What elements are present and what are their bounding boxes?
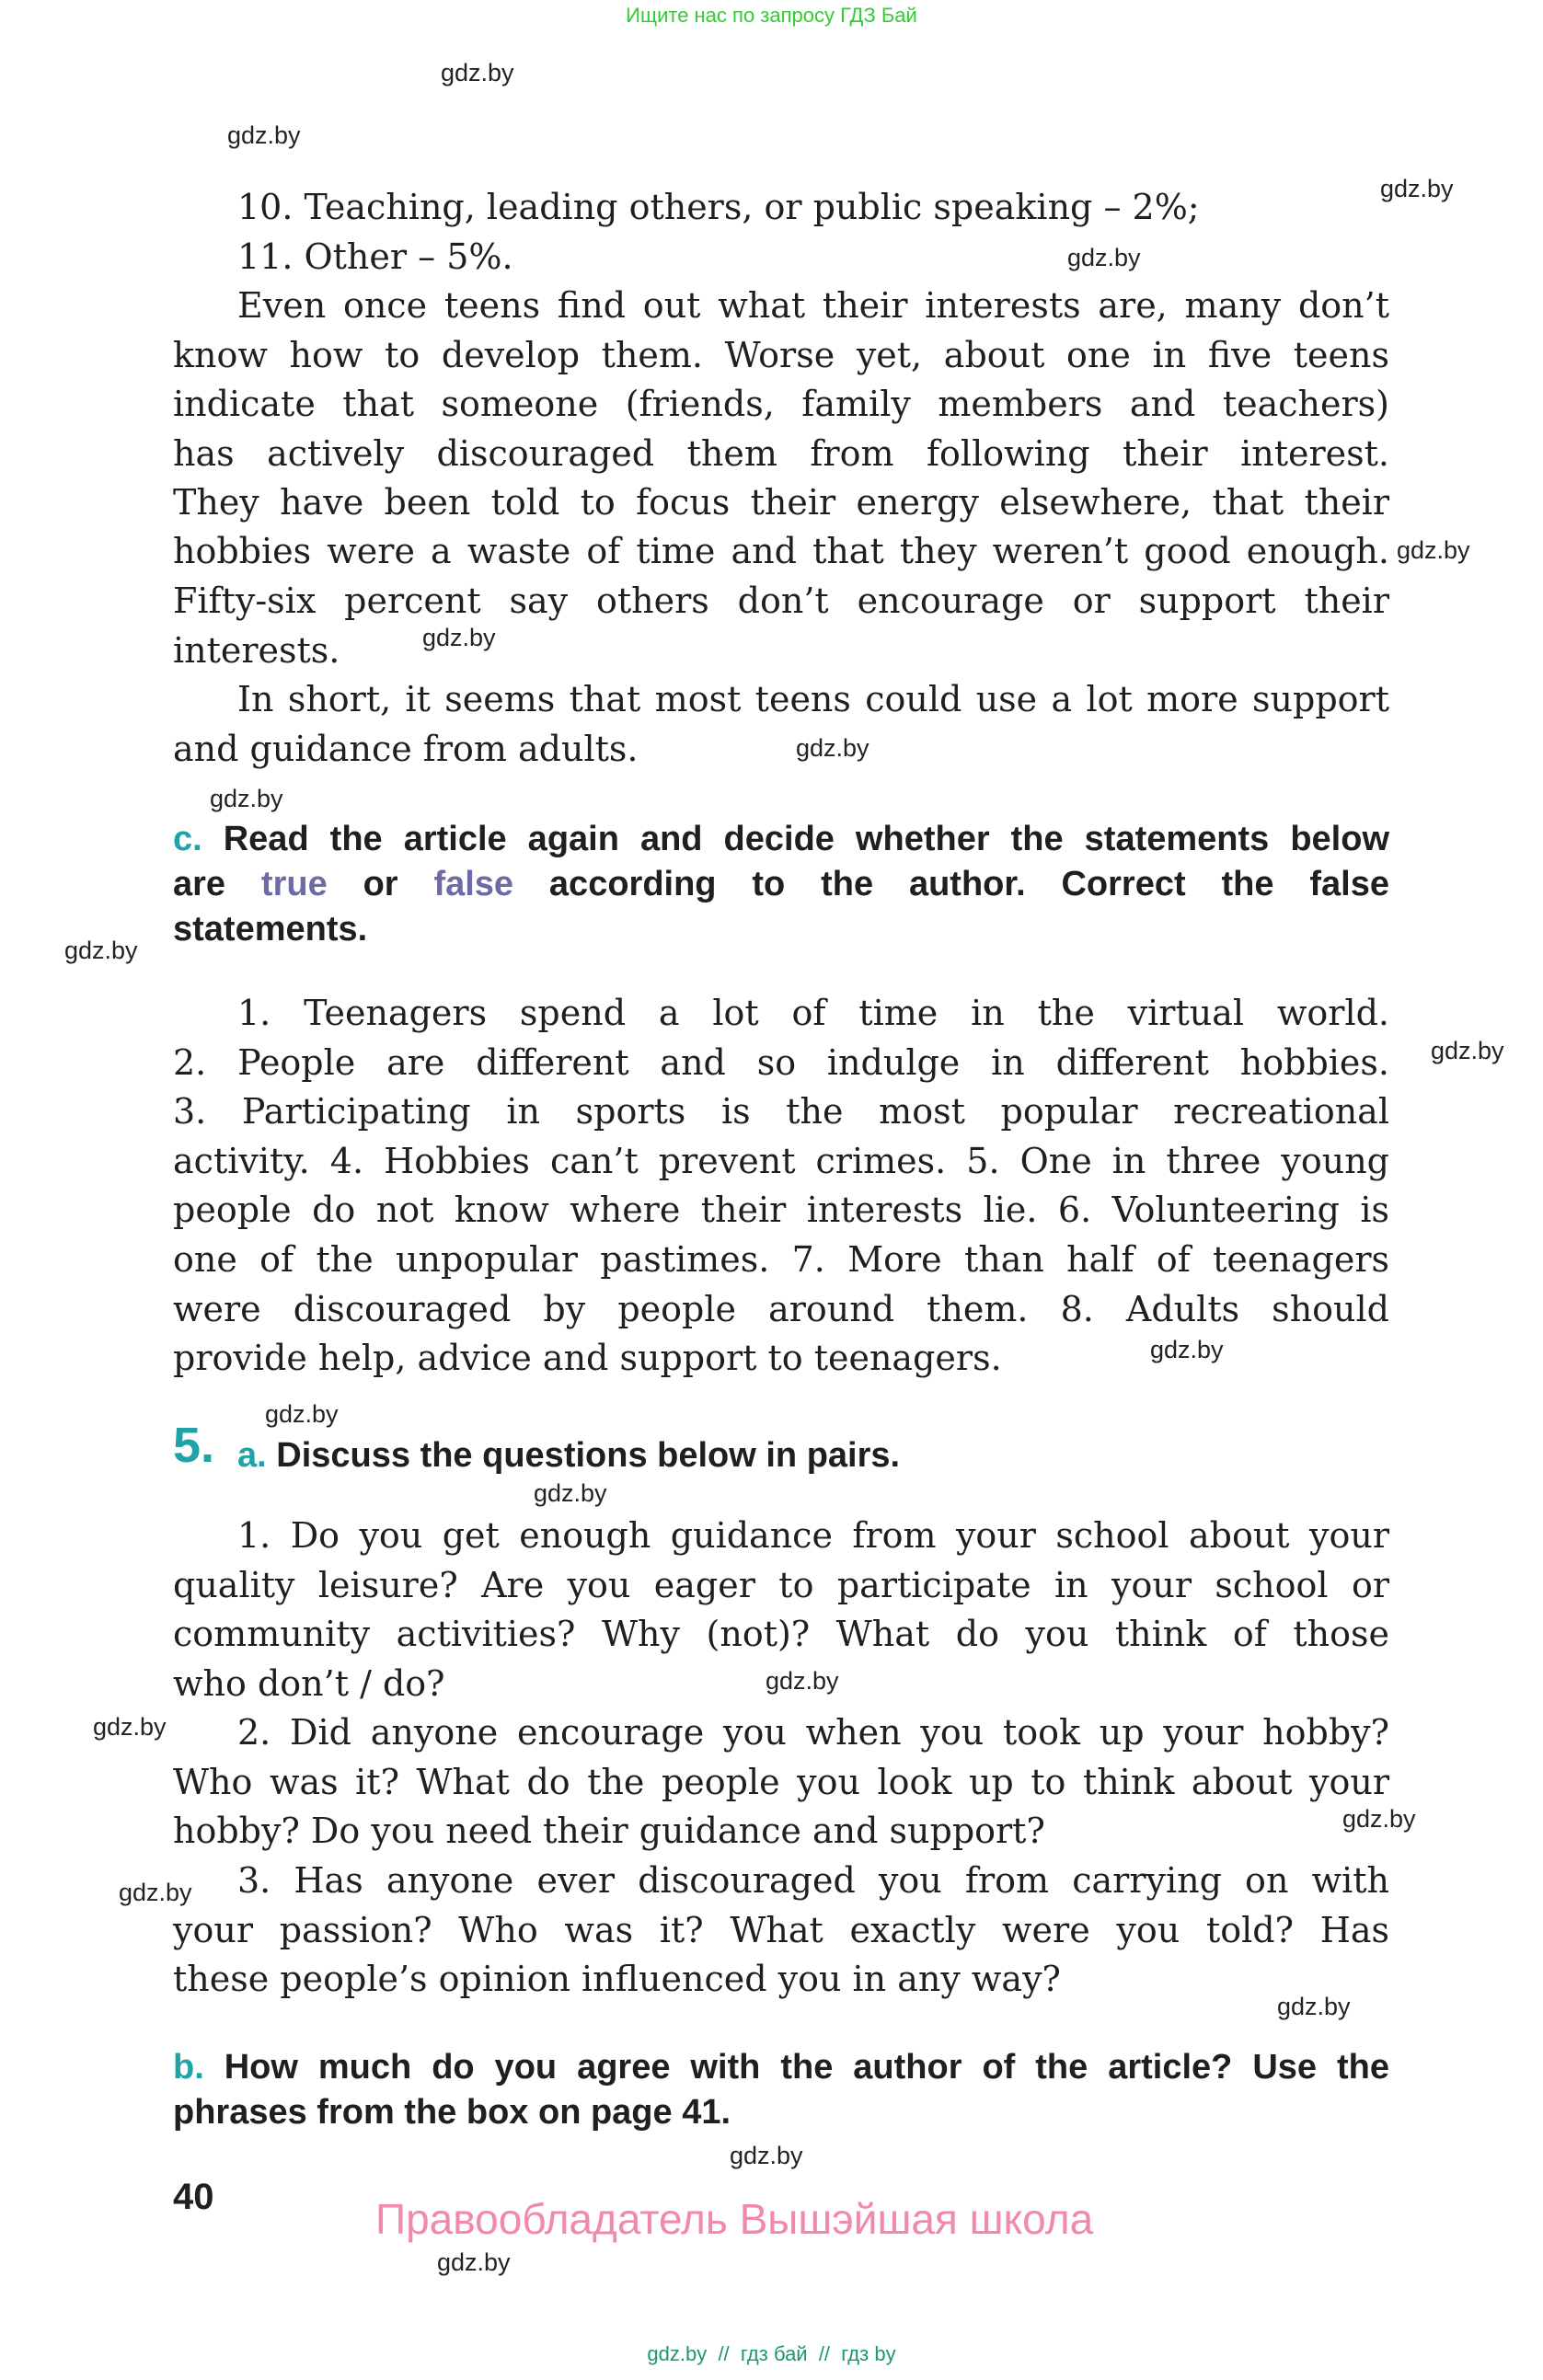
task-c-word: are xyxy=(173,865,226,903)
watermark: gdz.by xyxy=(1431,1037,1504,1064)
watermark: gdz.by xyxy=(766,1667,839,1695)
watermark: gdz.by xyxy=(422,624,496,651)
watermark: gdz.by xyxy=(1380,175,1454,202)
list-item-10: 10. Teaching, leading others, or public speaking – 2%; xyxy=(237,187,1200,227)
article-line: Fifty-six percent say others don’t encourage or support their xyxy=(173,581,1389,621)
statement-line: provide help, advice and support to teenagers. xyxy=(173,1338,1002,1378)
exercise-number: 5. xyxy=(173,1418,215,1473)
article-line: indicate that someone (friends, family members and teachers) xyxy=(173,384,1389,424)
copyright-notice: Правообладатель Вышэйшая школа xyxy=(375,2195,1094,2243)
statement-line: activity. 4. Hobbies can’t prevent crimes. 5. One in three young xyxy=(173,1141,1389,1181)
article-line: know how to develop them. Worse yet, about one in five teens xyxy=(173,335,1389,375)
question-line: who don’t / do? xyxy=(173,1663,445,1704)
question-line: quality leisure? Are you eager to participate in your school or xyxy=(173,1565,1389,1605)
article-line: Even once teens find out what their interests are, many don’t xyxy=(237,285,1389,326)
question-line: 1. Do you get enough guidance from your school about your xyxy=(237,1515,1389,1556)
watermark: gdz.by xyxy=(796,734,869,762)
statement-line: were discouraged by people around them. 8. Adults should xyxy=(173,1289,1389,1329)
statement-line: 3. Participating in sports is the most popular recreational xyxy=(173,1091,1389,1132)
watermark: gdz.by xyxy=(1277,1993,1351,2020)
question-line: hobby? Do you need their guidance and support? xyxy=(173,1811,1045,1851)
article-line: and guidance from adults. xyxy=(173,729,639,769)
question-line: 3. Has anyone ever discouraged you from carrying on with xyxy=(237,1860,1389,1901)
task-c-line: statements. xyxy=(173,910,368,949)
article-line: interests. xyxy=(173,630,340,671)
question-line: Who was it? What do the people you look up to think about your xyxy=(173,1762,1389,1802)
exercise-5b-line xyxy=(173,2045,1389,2090)
question-line: 2. Did anyone encourage you when you took up your hobby? xyxy=(237,1712,1389,1753)
question-line: your passion? Who was it? What exactly were you told? Has xyxy=(173,1910,1389,1950)
watermark: gdz.by xyxy=(64,937,138,964)
exercise-5b-instruction xyxy=(173,2045,1389,2135)
watermark: gdz.by xyxy=(119,1879,192,1906)
task-c-line xyxy=(173,862,1389,907)
task-c-word: or xyxy=(363,865,398,903)
task-c-letter: c. xyxy=(173,820,202,858)
article-line: has actively discouraged them from following their interest. xyxy=(173,433,1389,474)
question-line: these people’s opinion influenced you in any way? xyxy=(173,1959,1061,1999)
statement-line: 2. People are different and so indulge in different hobbies. xyxy=(173,1042,1389,1083)
footer-links[interactable]: gdz.by // гдз бай // гдз by xyxy=(647,2342,896,2365)
article-line: hobbies were a waste of time and that they weren’t good enough. xyxy=(173,531,1389,571)
watermark: gdz.by xyxy=(93,1713,167,1741)
article-line: They have been told to focus their energy elsewhere, that their xyxy=(173,482,1389,523)
list-item-11: 11. Other – 5%. xyxy=(237,236,513,277)
question-line: community activities? Why (not)? What do you think of those xyxy=(173,1614,1389,1654)
watermark: gdz.by xyxy=(1150,1336,1224,1363)
task-c-text: according to the author. Correct the false xyxy=(548,865,1389,903)
watermark: gdz.by xyxy=(441,59,514,86)
exercise-5a-letter: a. xyxy=(237,1436,267,1475)
watermark: gdz.by xyxy=(210,785,283,812)
exercise-5b-line: phrases from the box on page 41. xyxy=(173,2093,731,2132)
watermark: gdz.by xyxy=(437,2248,511,2276)
page-number: 40 xyxy=(173,2177,214,2217)
exercise-5a-text: Discuss the questions below in pairs. xyxy=(276,1436,901,1475)
search-hint[interactable]: Ищите нас по запросу ГДЗ Бай xyxy=(626,4,917,27)
true-keyword: true xyxy=(260,865,328,903)
task-c-line xyxy=(173,817,1389,862)
watermark: gdz.by xyxy=(730,2142,803,2169)
task-c-instruction xyxy=(173,817,1389,952)
task-c-text: Read the article again and decide whether the statements below xyxy=(223,820,1389,858)
article-line: In short, it seems that most teens could use a lot more support xyxy=(237,679,1389,719)
statement-line: 1. Teenagers spend a lot of time in the virtual world. xyxy=(237,993,1389,1033)
exercise-5a-instruction xyxy=(237,1433,1249,1478)
watermark: gdz.by xyxy=(1067,244,1141,271)
exercise-5b-letter: b. xyxy=(173,2048,204,2087)
watermark: gdz.by xyxy=(265,1400,339,1428)
watermark: gdz.by xyxy=(534,1479,607,1507)
watermark: gdz.by xyxy=(1397,536,1470,564)
watermark: gdz.by xyxy=(227,121,301,149)
exercise-5b-text: How much do you agree with the author of the article? Use the xyxy=(224,2048,1389,2087)
statement-line: one of the unpopular pastimes. 7. More than half of teenagers xyxy=(173,1239,1389,1280)
statement-line: people do not know where their interests lie. 6. Volunteering is xyxy=(173,1190,1389,1230)
false-keyword: false xyxy=(433,865,514,903)
watermark: gdz.by xyxy=(1342,1805,1416,1833)
